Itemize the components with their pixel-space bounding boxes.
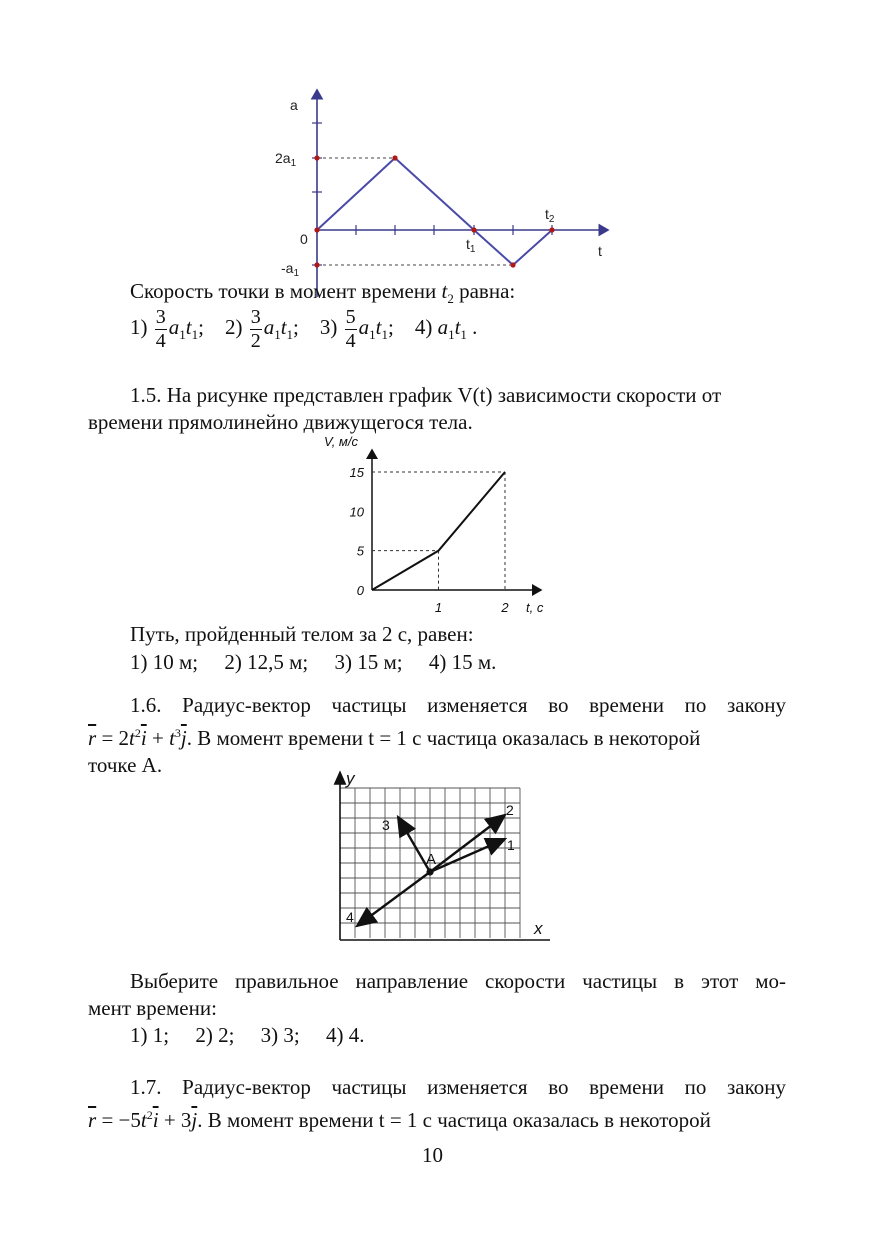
q15-answers: 1) 10 м; 2) 12,5 м; 3) 15 м; 4) 15 м.: [130, 650, 497, 674]
page-number: 10: [422, 1143, 443, 1167]
arrow-1-label: 1: [507, 837, 515, 853]
q15-intro-line2: времени прямолинейно движущегося тела.: [88, 410, 473, 434]
t-axis-label: t, c: [526, 600, 544, 615]
q17-intro-line1: 1.7. Радиус-вектор частицы изменяется во времени по закону: [130, 1075, 786, 1099]
point-a: [426, 868, 433, 875]
q14-option-3: 3) $\frac{5}{4}$ $a_1t_1$;: [319, 306, 394, 352]
v-axis-label: V, м/с: [324, 436, 358, 449]
arrow-3-label: 3: [382, 817, 390, 833]
y-tick-label: 15: [349, 465, 364, 480]
q16-intro-line1: 1.6. Радиус-вектор частицы изменяется во времени по закону: [130, 693, 786, 717]
velocity-chart: [318, 436, 558, 620]
t-axis-label: t: [598, 243, 602, 259]
x-label: x: [534, 919, 543, 938]
tick-zero: 0: [300, 231, 308, 247]
q16-question-line1: Выберите правильное направление скорости частицы в этот мо-: [130, 969, 786, 993]
tick-2a1: $2a_1$: [275, 150, 297, 169]
q14-option-2: 2) $\frac{3}{2}$ $a_1t_1$;: [224, 306, 299, 352]
q16-intro-line3: точке A.: [88, 753, 163, 777]
acceleration-curve: [317, 158, 552, 265]
q16-answers: 1) 1; 2) 2; 3) 3; 4) 4.: [130, 1023, 365, 1047]
y-tick-label: 10: [349, 504, 364, 520]
q15-intro-line1: 1.5. На рисунке представлен график V(t) зависимости скорости от: [130, 383, 722, 407]
arrow-4-label: 4: [346, 909, 354, 925]
x-tick-label: 2: [501, 600, 509, 615]
y-axis-label: a: [290, 97, 298, 113]
y-tick-label: 0: [356, 583, 364, 598]
point-a-label: A: [426, 851, 437, 868]
q14-option-4: 4) $a_1t_1$ .: [414, 315, 478, 343]
y-label: y: [346, 769, 355, 788]
acceleration-graph: [270, 82, 620, 304]
q16-question-line2: мент времени:: [88, 996, 217, 1020]
tick-minus-a1: $-a_1$: [281, 260, 300, 279]
q17-intro-line2: $\overline{r} = -5t^2\overline{i} + 3\overline{j}$. В момент времени t = 1 с частица оказалась в некоторой: [88, 1108, 711, 1132]
velocity-direction-diagram: [330, 768, 555, 954]
arrow-2-label: 2: [506, 802, 514, 818]
x-tick-label: 1: [434, 600, 443, 615]
t2-label: $t_2$: [545, 206, 555, 225]
q14-option-1: 1) $\frac{3}{4}$ $a_1t_1$;: [130, 306, 204, 352]
q14-options: [130, 306, 477, 353]
series-line: [372, 472, 505, 590]
t1-label: $t_1$: [466, 236, 476, 255]
y-tick-label: 5: [356, 543, 364, 559]
q15-question: Путь, пройденный телом за 2 с, равен:: [130, 622, 474, 646]
q14-prompt: Скорость точки в момент времени $t_2$ равна:: [130, 279, 516, 307]
q16-intro-line2: $\overline{r} = 2t^2\overline{i} + t^3\overline{j}$. В момент времени t = 1 с частица оказалась в некоторой: [88, 726, 701, 750]
arrow-4: [357, 872, 430, 926]
